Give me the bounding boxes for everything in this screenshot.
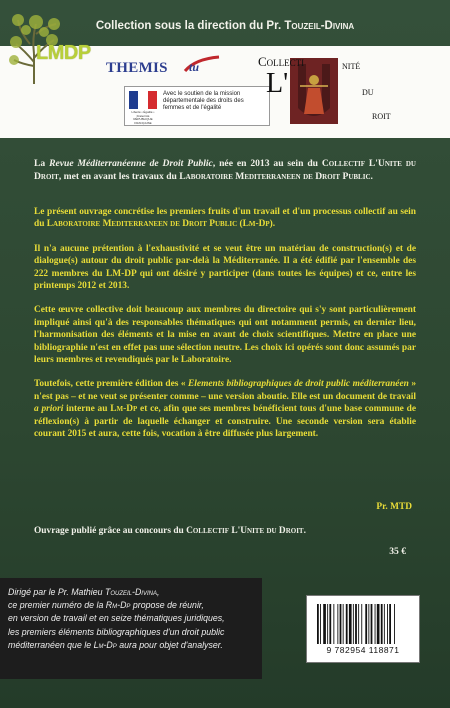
body-paragraph-3: Cette œuvre collective doit beaucoup aux membres du directoire qui s'y sont particulièrement impliqué ainsi qu'à des responsables thématiques qui ont notamment permis, en dernier lieu, l'harmonisation des éléments et la mise en avant de choix scientifiques. Mettre en place une bibliographie n'est en effet pas une sélection neutre. Les choix ici opérés sont donc assumés par leurs membres et revendiqués par le Laboratoire. bbox=[34, 305, 416, 366]
header-name: Touzeil-Divina bbox=[284, 20, 355, 32]
body-paragraph-1: Le présent ouvrage concrétise les premiers fruits d'un travail et d'un processus collectif au sein du Laboratoire Mediterraneen de Droit Public (Lm-Dp). bbox=[34, 207, 416, 230]
barcode-number: 9 782954 118871 bbox=[326, 645, 400, 655]
body-paragraph-4: Toutefois, cette première édition des « Elements bibliographiques de droit public méditerranéen » n'est pas – et ne veut se présenter comme – une version aboutie. Elle est un document de travail a priori interne au Lm-Dp et ce, afin que ses membres bénéficient tous d'une base commune de réflexion(s) à partir de laquelle échanger et construire. Une seconde version sera établie courant 2015 et aura, cette fois, vocation à être diffusée plus largement. bbox=[34, 379, 417, 440]
signature: Pr. MTD bbox=[376, 502, 412, 512]
ministry-logo-box bbox=[124, 86, 270, 126]
collectif-l: L' bbox=[266, 68, 289, 99]
collectif-word: Collecti bbox=[258, 54, 305, 69]
revue-title: Revue Méditerranéenne de Droit Public bbox=[49, 158, 213, 169]
price: 35 € bbox=[389, 546, 406, 557]
ministry-republic bbox=[127, 111, 159, 125]
themis-suffix: tu bbox=[189, 60, 200, 74]
collectif-unite: nité bbox=[342, 58, 361, 72]
intro-paragraph: La Revue Méditerranéenne de Droit Public, née en 2013 au sein du Collectif L'Unite du Droit, met en avant les travaux du Laboratoire Mediterraneen de Droit Public. bbox=[34, 158, 416, 182]
lmdp-logo-text: LMDP bbox=[36, 42, 91, 64]
body-text bbox=[34, 206, 416, 453]
collectif-du: du bbox=[362, 84, 374, 98]
french-flag-icon bbox=[129, 91, 157, 109]
themis-logo-swoosh bbox=[183, 55, 221, 75]
barcode-icon bbox=[317, 604, 409, 644]
collectif-droit: roit bbox=[372, 108, 391, 122]
body-paragraph-2: Il n'a aucune prétention à l'exhaustivité et se veut être un matériau de construction(s) et de dialogue(s) autour du droit public par-delà la Méditerranée. Il a été édifié par l'ensemble des 222 membres du LM-DP qui ont désiré y participer (dans toutes les équipes) et ce, entre les printemps 2012 et 2013. bbox=[34, 243, 416, 292]
publication-credit: Ouvrage publié grâce au concours du Collectif L'Unite du Droit. bbox=[34, 526, 306, 536]
header-prefix: Collection sous la direction du Pr. bbox=[95, 20, 282, 32]
themis-logo: THEMIS bbox=[106, 60, 168, 76]
isbn-barcode bbox=[306, 595, 420, 663]
ministry-support-text: Avec le soutien de la mission départementale des droits des femmes et de l'égalité bbox=[163, 91, 244, 111]
ministry-motto: Liberté • Égalité • Fraternité bbox=[131, 110, 155, 118]
summary-text: Dirigé par le Pr. Mathieu Touzeil-Divina, ce premier numéro de la Rm-Dp propose de réunir, en version de travail et en seize thématiques juridiques, les premiers éléments bibliographiques d'un droit public méditerranéen que le Lm-Dp aura pour objet d'analyser. bbox=[8, 587, 225, 650]
ministry-republic-name: RÉPUBLIQUE FRANÇAISE bbox=[133, 117, 153, 125]
